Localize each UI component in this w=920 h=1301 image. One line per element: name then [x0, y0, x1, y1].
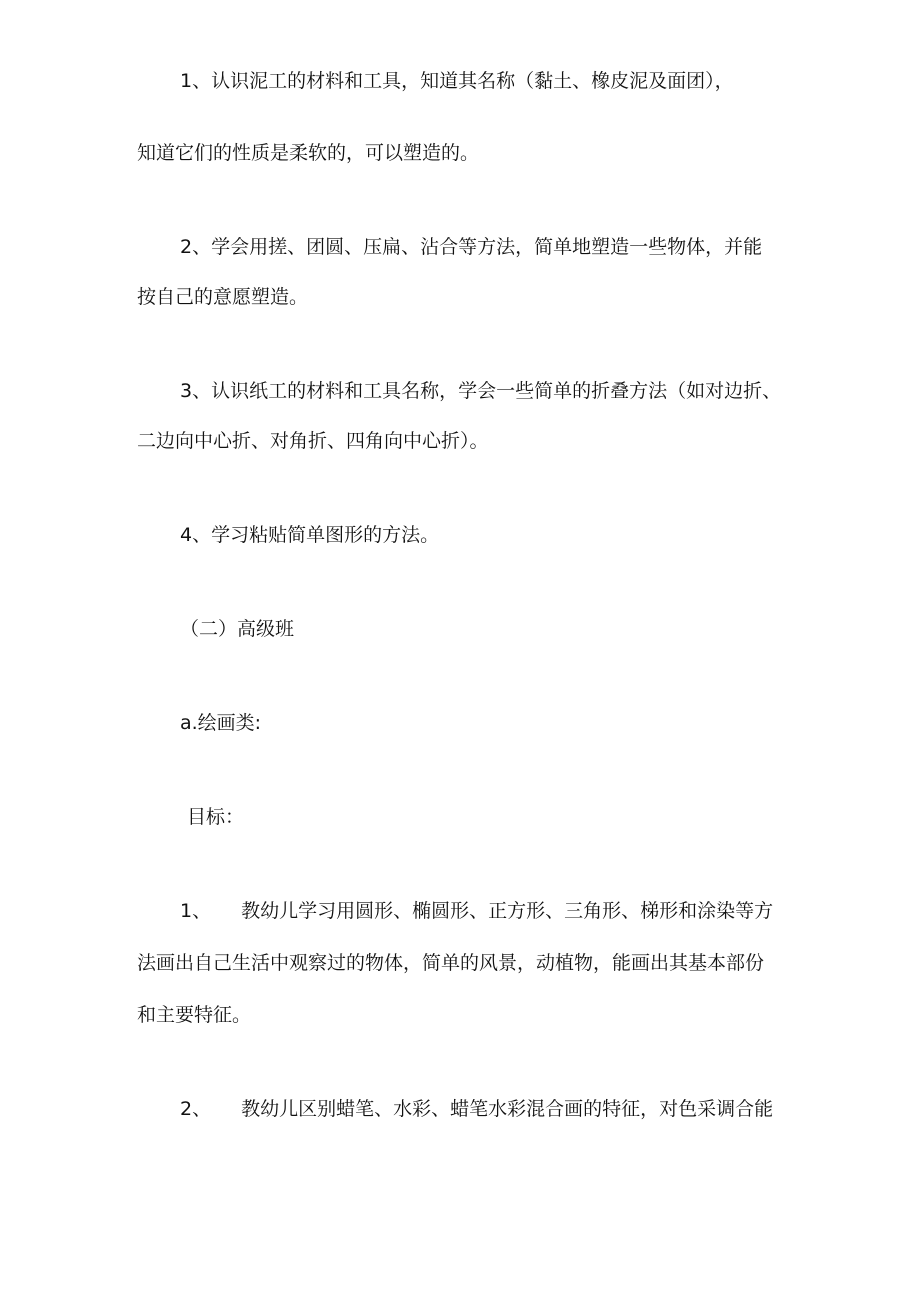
paragraph-2-line-2: 按自己的意愿塑造。 — [137, 286, 309, 308]
list-item-1-line-3: 和主要特征。 — [137, 1004, 252, 1026]
list-item-2-text: 教幼儿区别蜡笔、水彩、蜡笔水彩混合画的特征，对色采调合能 — [241, 1098, 774, 1120]
paragraph-1-line-1: 1、认识泥工的材料和工具，知道其名称（黏土、橡皮泥及面团）， — [180, 70, 734, 92]
list-item-2-line-1 — [180, 1096, 773, 1122]
list-item-2-number: 2、 — [180, 1098, 212, 1120]
goal-label: 目标： — [187, 806, 245, 828]
section-heading: （二）高级班 — [180, 618, 295, 640]
paragraph-2-line-1: 2、学会用搓、团圆、压扁、沾合等方法，简单地塑造一些物体，并能 — [180, 236, 763, 258]
paragraph-4-line-1: 4、学习粘贴简单图形的方法。 — [180, 524, 440, 546]
list-item-1-line-1 — [180, 898, 773, 924]
paragraph-3-line-1: 3、认识纸工的材料和工具名称，学会一些简单的折叠方法（如对边折、 — [180, 380, 782, 402]
sub-heading: a.绘画类: — [180, 712, 262, 734]
paragraph-1-line-2: 知道它们的性质是柔软的，可以塑造的。 — [137, 142, 480, 164]
list-item-1-line-2: 法画出自己生活中观察过的物体，简单的风景，动植物，能画出其基本部份 — [137, 952, 765, 974]
list-item-1-text: 教幼儿学习用圆形、椭圆形、正方形、三角形、梯形和涂染等方 — [241, 900, 774, 922]
list-item-1-number: 1、 — [180, 900, 212, 922]
paragraph-3-line-2: 二边向中心折、对角折、四角向中心折）。 — [137, 430, 489, 452]
